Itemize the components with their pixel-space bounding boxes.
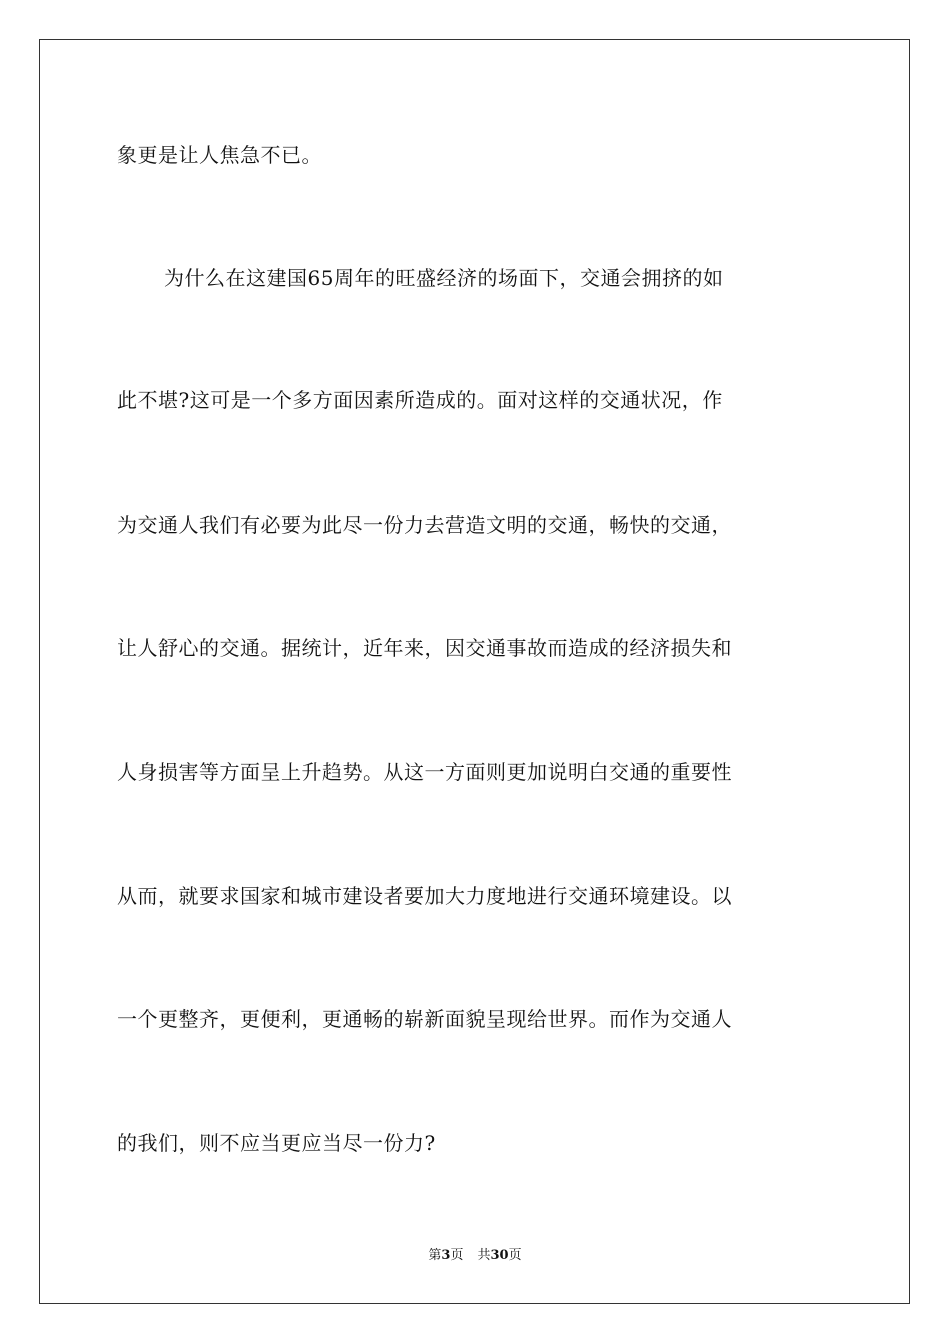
body-line-2: 为什么在这建国65周年的旺盛经济的场面下，交通会拥挤的如 (164, 266, 724, 290)
body-line-5: 让人舒心的交通。据统计，近年来，因交通事故而造成的经济损失和 (117, 636, 732, 660)
total-number: 30 (490, 1248, 509, 1263)
page-suffix: 页 (450, 1248, 464, 1263)
page-indicator (428, 1248, 463, 1264)
page-number: 3 (441, 1248, 451, 1263)
body-line-6: 人身损害等方面呈上升趋势。从这一方面则更加说明白交通的重要性 (117, 760, 732, 784)
page-border (39, 39, 910, 1304)
body-line-1: 象更是让人焦急不已。 (117, 143, 322, 167)
body-line-4: 为交通人我们有必要为此尽一份力去营造文明的交通，畅快的交通， (117, 513, 732, 537)
page-footer (0, 1248, 950, 1264)
body-line-7: 从而，就要求国家和城市建设者要加大力度地进行交通环境建设。以 (117, 884, 732, 908)
body-line-8: 一个更整齐，更便利，更通畅的崭新面貌呈现给世界。而作为交通人 (117, 1007, 732, 1031)
total-pages-indicator (477, 1248, 521, 1264)
total-suffix: 页 (508, 1248, 522, 1263)
body-line-9: 的我们，则不应当更应当尽一份力? (117, 1131, 436, 1155)
body-line-3: 此不堪?这可是一个多方面因素所造成的。面对这样的交通状况，作 (117, 388, 723, 412)
total-prefix: 共 (477, 1248, 491, 1263)
page-prefix: 第 (428, 1248, 442, 1263)
